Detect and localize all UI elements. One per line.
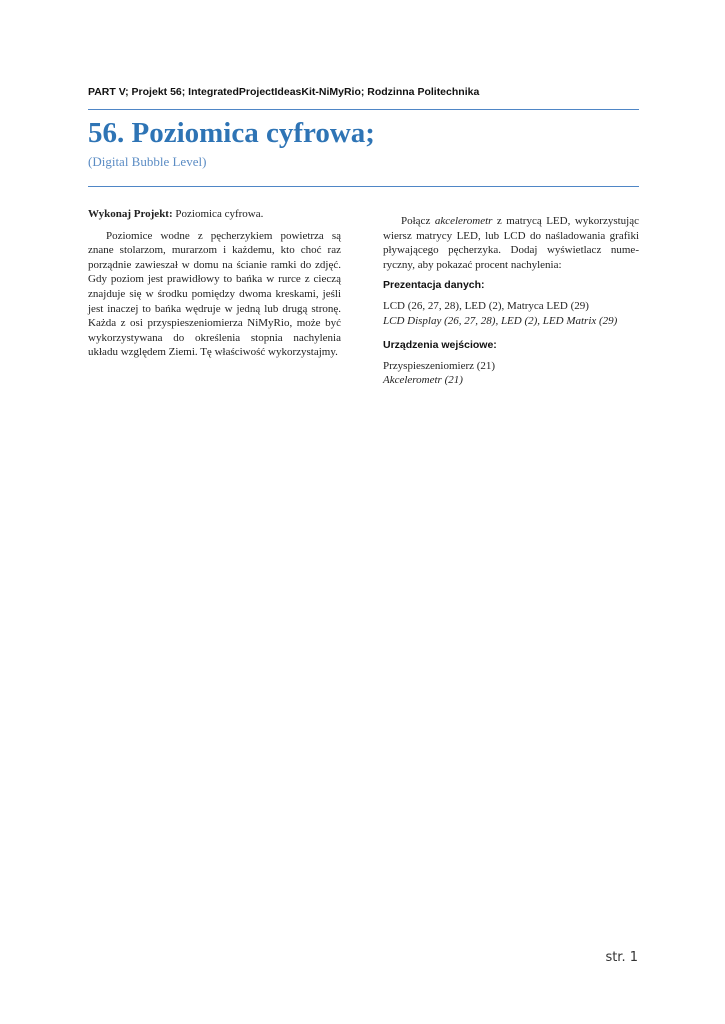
task-italic-term: akcelerometr	[434, 215, 493, 227]
page-subtitle: (Digital Bubble Level)	[88, 154, 207, 169]
data-presentation-line-en: LCD Display (26, 27, 28), LED (2), LED Matrix (29)	[383, 314, 618, 327]
header-divider	[88, 109, 639, 110]
right-column	[383, 214, 639, 388]
input-devices-line: Przyspieszeniomierz (21)	[383, 359, 496, 372]
input-devices-heading: Urządzenia wejściowe:	[383, 339, 497, 352]
task-text-start: Połącz	[401, 215, 435, 227]
project-intro	[88, 207, 341, 222]
task-paragraph	[383, 214, 639, 272]
left-column	[88, 207, 341, 360]
data-presentation-line: LCD (26, 27, 28), LED (2), Matryca LED (29)	[383, 299, 589, 312]
input-devices-line-en: Akcelerometr (21)	[383, 374, 463, 387]
data-presentation-heading: Prezentacja danych:	[383, 279, 485, 292]
intro-text: Poziomica cyfrowa.	[172, 208, 264, 220]
page-number: str. 1	[605, 950, 638, 965]
page-title: 56. Poziomica cyfrowa;	[88, 117, 375, 149]
title-divider	[88, 186, 639, 187]
running-header: PART V; Projekt 56; IntegratedProjectIdeasKit-NiMyRio; Rodzinna Politechnika	[88, 86, 480, 98]
body-paragraph: Poziomice wodne z pęcherzykiem powietrza są znane stolarzom, murarzom i każdemu, kto choć raz porządnie zawieszał w domu na ścianie ramki do zdjęć. Gdy poziom jest prawidłowy to bańka w rurce z cieczą znajduje się w środku pomiędzy dwoma kreskami, jeśli jest inaczej to bańka wędruje w jedną lub drugą stronę. Każda z osi przyspieszeniomierza NiMyRio, może być wykorzystywana do określenia stopnia nachylenia układu względem Ziemi. Tę właściwość wykorzystajmy.	[88, 229, 341, 359]
task-text-end: z matrycą LED, wykorzystując wiersz matrycy LED, lub LCD do naśladowania grafiki pływającego pęcherzyka. Dodaj wyświetlacz numeryczny, aby pokazać procent nachylenia:	[383, 215, 639, 271]
intro-label: Wykonaj Projekt:	[88, 208, 173, 220]
